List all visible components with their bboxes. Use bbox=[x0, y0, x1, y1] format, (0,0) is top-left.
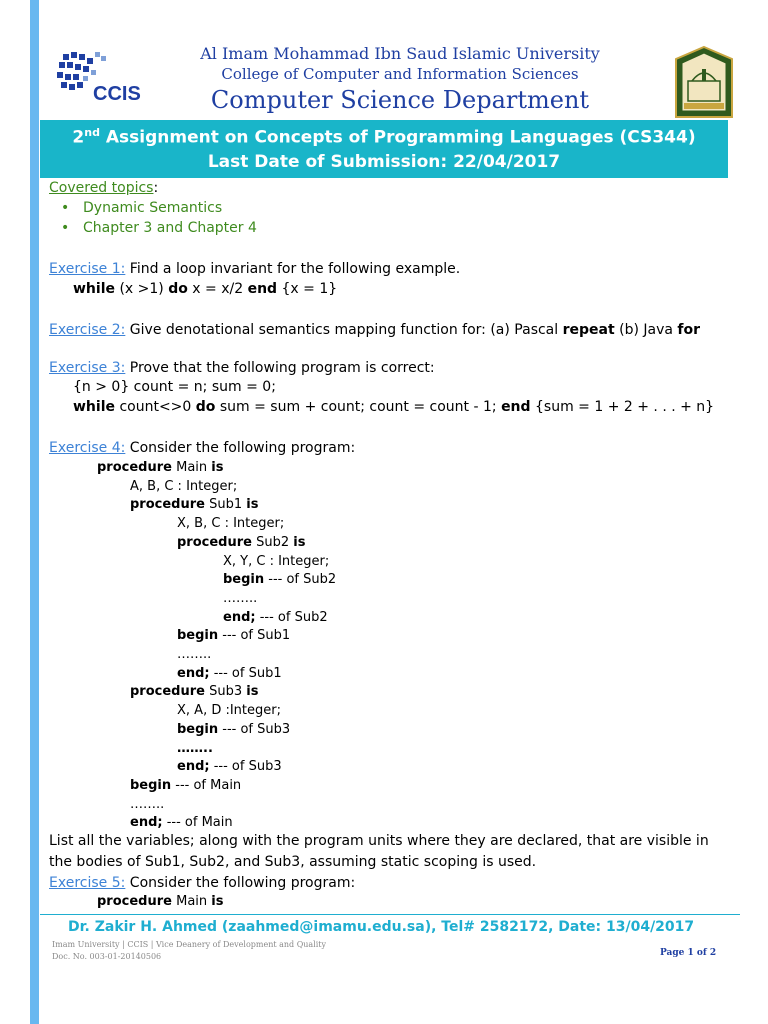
exercise-5-text: Consider the following program: bbox=[125, 875, 356, 891]
program-line bbox=[177, 628, 290, 643]
program-keyword: is bbox=[211, 460, 224, 475]
program-keyword: begin bbox=[177, 628, 219, 643]
exercise-3-text: Prove that the following program is correct: bbox=[125, 360, 435, 376]
program-keyword: procedure bbox=[97, 460, 172, 475]
program-keyword: end; bbox=[177, 759, 210, 774]
program-keyword: end; bbox=[223, 610, 256, 625]
program-keyword: end; bbox=[177, 666, 210, 681]
exercise-3-code bbox=[73, 399, 714, 415]
exercise-4-text: Consider the following program: bbox=[125, 440, 356, 456]
program-text: --- of Sub3 bbox=[218, 722, 291, 737]
program-line bbox=[130, 815, 233, 830]
program-line bbox=[177, 703, 281, 718]
program-line bbox=[177, 535, 305, 550]
exercise-3 bbox=[49, 360, 435, 376]
keyword-for: for bbox=[677, 322, 701, 338]
keyword-do: do bbox=[168, 281, 188, 297]
assignment-number: 2 bbox=[72, 127, 85, 148]
program-line bbox=[177, 516, 284, 531]
program-text: --- of Main bbox=[162, 815, 233, 830]
program-keyword: procedure bbox=[177, 535, 252, 550]
footer-author-line: Dr. Zakir H. Ahmed (zaahmed@imamu.edu.sa), Tel# 2582172, Date: 13/04/2017 bbox=[68, 919, 695, 935]
exercise-1-text: Find a loop invariant for the following example. bbox=[125, 261, 461, 277]
program-line bbox=[177, 741, 213, 756]
exercise-1-label: Exercise 1: bbox=[49, 261, 126, 277]
topic-item-label: Dynamic Semantics bbox=[83, 200, 223, 216]
keyword-end: end bbox=[501, 399, 531, 415]
submission-date: Last Date of Submission: 22/04/2017 bbox=[207, 152, 561, 172]
keyword-is: is bbox=[211, 894, 224, 909]
keyword-while: while bbox=[73, 281, 115, 297]
bullet-icon: • bbox=[61, 200, 70, 216]
code-text: {sum = 1 + 2 + . . . + n} bbox=[530, 399, 715, 415]
code-text: (x >1) bbox=[115, 281, 169, 297]
program-text: …….. bbox=[130, 797, 165, 812]
exercise-5 bbox=[49, 875, 355, 891]
program-keyword: begin bbox=[177, 722, 219, 737]
covered-topics-title: Covered topics bbox=[49, 180, 154, 196]
program-text: …….. bbox=[177, 647, 212, 662]
keyword-do: do bbox=[195, 399, 216, 415]
exercise-1 bbox=[49, 261, 460, 277]
program-keyword: is bbox=[246, 497, 259, 512]
program-keyword: procedure bbox=[130, 497, 205, 512]
bullet-icon: • bbox=[61, 220, 70, 236]
program-text: Main bbox=[171, 460, 212, 475]
program-text: --- of Main bbox=[171, 778, 242, 793]
program-line bbox=[130, 497, 258, 512]
program-line bbox=[223, 554, 329, 569]
program-text: A, B, C : Integer; bbox=[130, 479, 238, 494]
keyword-procedure: procedure bbox=[97, 894, 172, 909]
program-line bbox=[130, 797, 164, 812]
program-line bbox=[130, 684, 258, 699]
exercise-1-code bbox=[73, 281, 337, 297]
exercise-2-text-b: (b) Java bbox=[614, 322, 678, 338]
footer-doc-number: Doc. No. 003-01-20140506 bbox=[52, 952, 162, 961]
keyword-end: end bbox=[247, 281, 278, 297]
assignment-title-text: Assignment on Concepts of Programming Languages (CS344) bbox=[99, 127, 696, 148]
program-text: Sub1 bbox=[204, 497, 247, 512]
code-text: sum = sum + count; count = count - 1; bbox=[215, 399, 502, 415]
assignment-number-suffix: nd bbox=[84, 126, 100, 139]
program-line bbox=[177, 759, 282, 774]
program-line bbox=[130, 479, 237, 494]
exercise-4-label: Exercise 4: bbox=[49, 440, 126, 456]
exercise-3-label: Exercise 3: bbox=[49, 360, 126, 376]
ccis-logo bbox=[53, 48, 143, 110]
assignment-title bbox=[40, 126, 728, 148]
exercise-5-label: Exercise 5: bbox=[49, 875, 126, 891]
exercise-3-precondition: {n > 0} count = n; sum = 0; bbox=[73, 379, 276, 395]
page-number: Page 1 of 2 bbox=[660, 948, 717, 958]
college-name: College of Computer and Information Sciences bbox=[221, 65, 579, 83]
exercise-5-code bbox=[97, 894, 223, 909]
program-text: X, B, C : Integer; bbox=[177, 516, 285, 531]
left-margin-rule bbox=[30, 0, 39, 1024]
program-keyword: end; bbox=[130, 815, 163, 830]
program-text: Sub3 bbox=[204, 684, 247, 699]
topic-item bbox=[49, 220, 257, 236]
program-text: Sub2 bbox=[251, 535, 294, 550]
program-line bbox=[177, 666, 282, 681]
exercise-4-question-line-2: the bodies of Sub1, Sub2, and Sub3, assuming static scoping is used. bbox=[49, 854, 537, 870]
code-text: Main bbox=[171, 894, 212, 909]
covered-topics-heading bbox=[49, 180, 158, 196]
exercise-2-label: Exercise 2: bbox=[49, 322, 126, 338]
exercise-2-text: Give denotational semantics mapping function for: (a) Pascal bbox=[125, 322, 563, 338]
program-text: --- of Sub1 bbox=[218, 628, 291, 643]
program-line bbox=[97, 460, 223, 475]
code-text: x = x/2 bbox=[187, 281, 248, 297]
university-seal bbox=[672, 45, 736, 121]
footer-institution: Imam University | CCIS | Vice Deanery of Development and Quality bbox=[52, 940, 327, 949]
program-keyword: procedure bbox=[130, 684, 205, 699]
university-name: Al Imam Mohammad Ibn Saud Islamic University bbox=[200, 44, 600, 63]
code-text: {x = 1} bbox=[277, 281, 338, 297]
keyword-repeat: repeat bbox=[562, 322, 615, 338]
program-line bbox=[177, 722, 290, 737]
program-text: X, A, D :Integer; bbox=[177, 703, 281, 718]
program-text: --- of Sub2 bbox=[264, 572, 337, 587]
ccis-logo-text: CCIS bbox=[93, 83, 141, 105]
exercise-2 bbox=[49, 322, 700, 338]
program-text: --- of Sub2 bbox=[255, 610, 328, 625]
topic-item-label: Chapter 3 and Chapter 4 bbox=[83, 220, 257, 236]
topic-item bbox=[49, 200, 222, 216]
program-text: X, Y, C : Integer; bbox=[223, 554, 330, 569]
code-text: count<>0 bbox=[115, 399, 196, 415]
program-text: …….. bbox=[223, 591, 258, 606]
program-keyword: is bbox=[246, 684, 259, 699]
exercise-4 bbox=[49, 440, 355, 456]
department-name: Computer Science Department bbox=[210, 86, 590, 114]
program-line bbox=[130, 778, 241, 793]
program-line bbox=[223, 610, 328, 625]
keyword-while: while bbox=[73, 399, 115, 415]
program-line bbox=[177, 647, 211, 662]
program-keyword: …….. bbox=[177, 741, 213, 756]
program-keyword: is bbox=[293, 535, 306, 550]
assignment-banner bbox=[40, 120, 728, 178]
program-keyword: begin bbox=[130, 778, 172, 793]
program-text: --- of Sub1 bbox=[209, 666, 282, 681]
exercise-4-question-line-1: List all the variables; along with the program units where they are declared, that are visible in bbox=[49, 833, 709, 849]
covered-topics-colon: : bbox=[153, 180, 159, 196]
footer-divider bbox=[40, 914, 740, 915]
program-line bbox=[223, 572, 336, 587]
program-keyword: begin bbox=[223, 572, 265, 587]
program-line bbox=[223, 591, 257, 606]
program-text: --- of Sub3 bbox=[209, 759, 282, 774]
